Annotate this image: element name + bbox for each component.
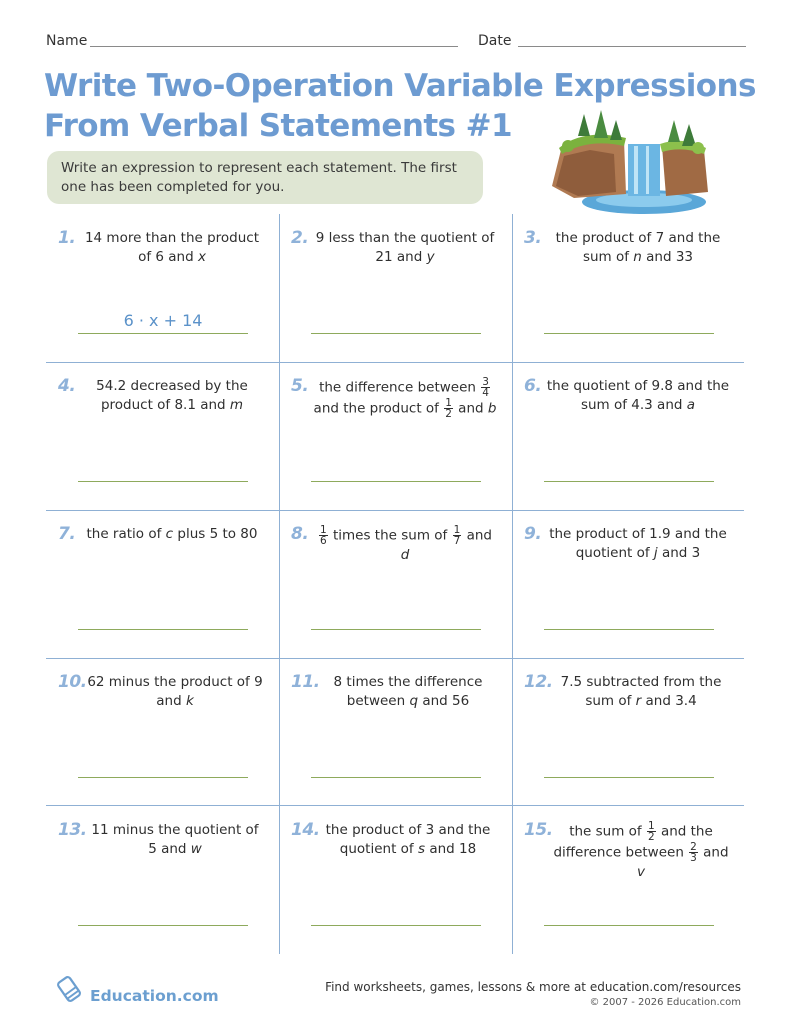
answer-line[interactable] (78, 629, 248, 630)
name-field[interactable] (90, 46, 458, 47)
problem-cell (512, 806, 745, 954)
problem-statement: the quotient of 9.8 and the sum of 4.3 and a (546, 378, 730, 413)
problem-statement: the sum of $\frac{1}{2}$ and the difference between $\frac{2}{3}$ and v (553, 820, 729, 880)
footer-copyright: © 2007 - 2026 Education.com (589, 997, 741, 1008)
problem-number: 12. (524, 672, 553, 692)
problem-statement: the ratio of c plus 5 to 80 (86, 526, 258, 542)
answer-line[interactable] (544, 629, 714, 630)
footer-tagline: Find worksheets, games, lessons & more at education.com/resources (325, 980, 741, 994)
answer-line[interactable] (78, 481, 248, 482)
instructions-box: Write an expression to represent each statement. The first one has been completed for you. (47, 151, 483, 204)
problem-number: 14. (291, 820, 320, 840)
answer-text: 6 · x + 14 (123, 311, 203, 330)
problem-number: 6. (524, 376, 542, 396)
name-label: Name (46, 33, 88, 49)
problem-number: 1. (58, 228, 76, 248)
problem-cell (512, 510, 745, 658)
problem-statement: 8 times the difference between q and 56 (333, 674, 483, 709)
problem-statement: 11 minus the quotient of 5 and w (91, 822, 259, 857)
problem-statement: 9 less than the quotient of 21 and y (315, 230, 495, 265)
answer-line[interactable] (311, 629, 481, 630)
problem-number: 8. (291, 524, 309, 544)
education-brand: Education.com (90, 987, 219, 1005)
problem-statement: the product of 1.9 and the quotient of j and 3 (549, 526, 727, 561)
answer-line[interactable] (311, 481, 481, 482)
title-line-1: Write Two-Operation Variable Expressions (44, 68, 756, 104)
answer-line[interactable] (544, 481, 714, 482)
problem-number: 7. (58, 524, 76, 544)
problem-statement: 54.2 decreased by the product of 8.1 and m (96, 378, 248, 413)
answer-line[interactable] (544, 777, 714, 778)
title-line-2: From Verbal Statements #1 (44, 108, 512, 144)
date-field[interactable] (518, 46, 746, 47)
problem-statement: the product of 7 and the sum of n and 33 (555, 230, 721, 265)
problem-statement: 7.5 subtracted from the sum of r and 3.4 (560, 674, 722, 709)
problem-number: 5. (291, 376, 309, 396)
problem-cell (46, 806, 279, 954)
problem-cell (46, 510, 279, 658)
problem-cell (279, 510, 512, 658)
problem-statement: the product of 3 and the quotient of s and 18 (325, 822, 491, 857)
problem-statement: 14 more than the product of 6 and x (84, 230, 260, 265)
problem-statement: $\frac{1}{6}$ times the sum of $\frac{1}{7}$ and d (320, 524, 492, 563)
problem-statement: the difference between $\frac{3}{4}$ and the product of $\frac{1}{2}$ and b (313, 376, 497, 420)
problem-grid (46, 214, 744, 954)
answer-line[interactable] (311, 777, 481, 778)
answer-line[interactable] (544, 333, 714, 334)
problem-number: 11. (291, 672, 320, 692)
answer-line[interactable] (544, 925, 714, 926)
problem-number: 13. (58, 820, 87, 840)
education-logo[interactable] (56, 975, 226, 1005)
problem-number: 4. (58, 376, 76, 396)
problem-cell (512, 658, 745, 806)
answer-line[interactable] (78, 925, 248, 926)
answer-line[interactable] (78, 777, 248, 778)
problem-cell (279, 362, 512, 510)
problem-cell (279, 658, 512, 806)
problem-number: 2. (291, 228, 309, 248)
date-label: Date (478, 33, 512, 49)
problem-cell (46, 362, 279, 510)
problem-number: 15. (524, 820, 553, 840)
answer-line[interactable] (311, 925, 481, 926)
problem-cell (512, 362, 745, 510)
problem-cell (279, 806, 512, 954)
problem-number: 3. (524, 228, 542, 248)
waterfall-illustration (544, 106, 714, 218)
answer-line[interactable] (311, 333, 481, 334)
problem-statement: 62 minus the product of 9 and k (87, 674, 263, 709)
problem-number: 9. (524, 524, 542, 544)
problem-cell (46, 214, 279, 362)
answer-line[interactable] (78, 333, 248, 334)
education-logo-icon (56, 975, 86, 1005)
problem-cell (46, 658, 279, 806)
name-date-row (46, 33, 746, 53)
problem-cell (512, 214, 745, 362)
problem-cell (279, 214, 512, 362)
problem-number: 10. (58, 672, 87, 692)
